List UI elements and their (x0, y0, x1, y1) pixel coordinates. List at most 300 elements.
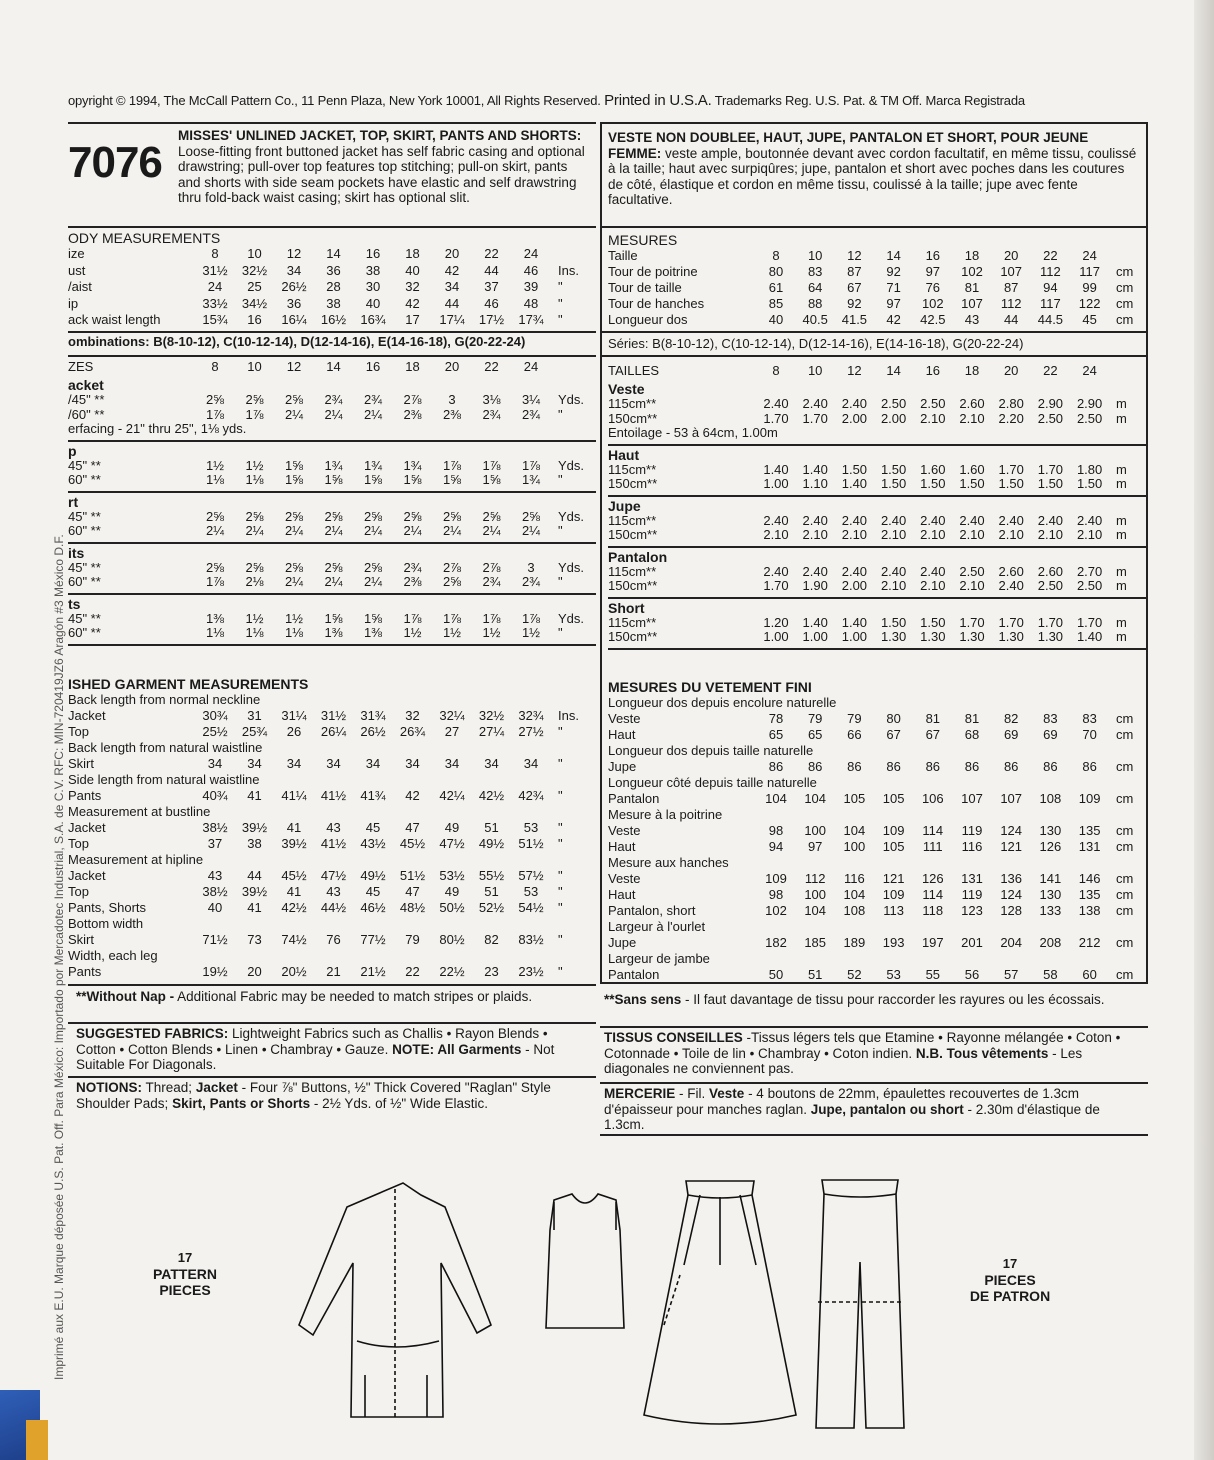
pieces-word: PIECES (159, 1282, 211, 1298)
value-cell: 2.40 (1037, 512, 1064, 528)
value-cell: 2⅝ (205, 508, 225, 524)
unit-label: m (1116, 476, 1127, 491)
value-cell: 34 (326, 756, 341, 771)
value-cell: 2.40 (959, 512, 985, 528)
value-cell: 2.90 (1076, 396, 1103, 411)
value-cell: 2.80 (998, 396, 1024, 411)
value-cell: 16¼ (281, 312, 307, 327)
value-cell: 44 (484, 262, 499, 278)
unit-label: m (1116, 614, 1127, 630)
value-cell: 2.40 (1076, 512, 1103, 528)
value-cell: 1⅞ (442, 457, 462, 473)
value-cell: 102 (921, 296, 944, 311)
value-cell: 26¼ (320, 724, 347, 739)
value-cell: 1.50 (920, 614, 946, 630)
value-cell: 80 (886, 711, 901, 726)
value-cell: 1.70 (959, 614, 985, 630)
value-cell: 69 (1003, 727, 1019, 742)
value-cell: 10 (807, 248, 823, 263)
value-cell: 34½ (241, 295, 268, 311)
divider (68, 542, 596, 544)
value-cell: 2.10 (841, 527, 868, 542)
value-cell: 2⅝ (284, 559, 304, 575)
value-cell: 55½ (478, 868, 505, 883)
fabrics-note: - Not Suitable For Diagonals. (76, 1041, 555, 1072)
english-desc: Loose-fitting front buttoned jacket has self fabric casing and optional drawstring; pull-over top features top stitching; pull-on skirt, pants and shorts with side seam pockets have elastic and self drawstring thru fold-back waist casing; skirt has optional slit. (178, 143, 585, 205)
value-cell: 2¼ (324, 574, 343, 589)
unit-label: cm (1116, 296, 1134, 311)
value-cell: 212 (1078, 935, 1101, 950)
value-cell: 2.50 (1076, 578, 1103, 593)
table-row (68, 296, 594, 313)
jacket-sketch (295, 1175, 495, 1425)
value-cell: 86 (768, 759, 784, 774)
table-row (608, 264, 1144, 280)
value-cell: 83 (807, 264, 823, 279)
value-cell: 1.00 (763, 629, 789, 644)
fabrics-note-label: NOTE: All Garments (392, 1041, 522, 1057)
table-row (608, 727, 1144, 743)
value-cell: 44 (444, 295, 460, 311)
table-row (68, 932, 594, 948)
value-cell: 1.50 (880, 476, 907, 491)
copyright-line (68, 92, 1148, 109)
row-label: 60" ** (68, 574, 101, 589)
table-row (608, 775, 1144, 791)
value-cell: 1½ (245, 457, 264, 473)
value-cell: 114 (922, 823, 944, 838)
row-label: 115cm** (608, 512, 657, 528)
value-cell: 22 (405, 964, 420, 979)
divider (68, 644, 596, 646)
combinations-text: ombinations: B(8-10-12), C(10-12-14), D(12-14-16), E(14-16-18), G(20-22-24) (68, 334, 526, 349)
value-cell: 119 (961, 887, 983, 902)
value-cell: 104 (843, 823, 866, 838)
value-cell: 2¼ (324, 523, 343, 538)
value-cell: 16 (925, 248, 941, 263)
value-cell: 1½ (521, 625, 541, 640)
value-cell: 33½ (202, 295, 228, 311)
value-cell: 41½ (320, 788, 347, 803)
table-row (608, 397, 1144, 412)
value-cell: 2.90 (1037, 396, 1064, 411)
table-row (608, 871, 1144, 887)
value-cell: 83 (1082, 711, 1097, 726)
value-cell: 2.60 (1037, 563, 1064, 579)
row-label: ize (68, 246, 85, 261)
row-label: Largeur à l'ourlet (608, 919, 706, 934)
notions-skirt: - 2½ Yds. of ½" Wide Elastic. (310, 1095, 488, 1111)
value-cell: 193 (882, 935, 905, 950)
table-row (68, 852, 594, 868)
value-cell: 86 (847, 759, 862, 774)
value-cell: 2⅝ (442, 574, 462, 589)
value-cell: 40 (405, 262, 420, 278)
value-cell: 45½ (399, 836, 426, 851)
value-cell: 2.40 (802, 396, 828, 411)
table-row (68, 312, 594, 329)
row-label: Longueur dos (608, 312, 688, 327)
notions-jacket: - 4 boutons de 22mm, épaulettes recouvertes de 1.3cm d'épaisseur pour manches raglan. (604, 1086, 1079, 1117)
value-cell: 49 (444, 884, 460, 899)
table-row (68, 708, 594, 724)
value-cell: 12 (847, 248, 862, 263)
value-cell: 67 (847, 280, 862, 295)
divider (68, 331, 596, 333)
unit-label: " (558, 523, 563, 538)
value-cell: 51 (807, 967, 823, 982)
value-cell: 2⅝ (442, 508, 462, 524)
value-cell: 2⅝ (521, 508, 541, 524)
value-cell: 43 (207, 868, 223, 883)
row-label: Haut (608, 727, 636, 742)
value-cell: 47 (405, 820, 420, 835)
value-cell: 109 (1078, 791, 1101, 806)
table-row (68, 724, 594, 740)
value-cell: 1⅞ (482, 457, 501, 473)
divider (68, 440, 596, 442)
value-cell: 20 (1003, 363, 1019, 378)
value-cell: 104 (765, 791, 787, 806)
value-cell: 2.10 (959, 527, 985, 542)
unit-label: " (558, 900, 563, 915)
without-nap-note (76, 989, 590, 1005)
value-cell: 2¼ (442, 523, 462, 538)
value-cell: 2⅝ (205, 392, 225, 407)
value-cell: 109 (882, 887, 905, 902)
french-title: VESTE NON DOUBLEE, HAUT, JUPE, PANTALON ET SHORT, POUR JEUNE FEMME: (608, 130, 1089, 161)
notions (76, 1080, 590, 1111)
value-cell: 2.10 (959, 410, 985, 426)
value-cell: 42 (405, 788, 420, 803)
unit-label: Yds. (558, 508, 585, 524)
value-cell: 112 (1000, 296, 1022, 311)
value-cell: 40 (768, 312, 784, 327)
value-cell: 2⅛ (245, 574, 264, 589)
garment-heading: rt (68, 493, 79, 510)
unit-label: m (1116, 396, 1127, 411)
value-cell: 201 (961, 935, 983, 950)
row-label: ust (68, 262, 86, 278)
value-cell: 1⅛ (205, 625, 225, 640)
value-cell: 2.40 (841, 396, 868, 411)
value-cell: 20 (247, 964, 262, 979)
value-cell: 116 (844, 871, 865, 886)
table-row (608, 903, 1144, 919)
table-row (608, 514, 1144, 529)
value-cell: 107 (961, 791, 983, 806)
value-cell: 107 (1000, 264, 1023, 279)
value-cell: 1⅝ (324, 610, 343, 626)
value-cell: 16½ (320, 312, 347, 327)
pieces-word: PATTERN (152, 1266, 218, 1282)
value-cell: 2.10 (802, 527, 828, 542)
value-cell: 48 (523, 295, 539, 311)
value-cell: 20½ (281, 964, 307, 979)
value-cell: 2⅜ (403, 574, 422, 589)
metrage-table (608, 382, 1144, 652)
value-cell: 47½ (320, 868, 347, 883)
value-cell: 18 (964, 363, 980, 378)
row-label: Bottom width (68, 916, 144, 931)
value-cell: 1.40 (841, 614, 868, 630)
value-cell: 121 (1000, 839, 1023, 854)
value-cell: 131 (1078, 839, 1101, 854)
value-cell: 94 (768, 839, 784, 854)
row-label: Taille (608, 248, 638, 263)
value-cell: 1½ (403, 625, 422, 640)
table-row (68, 393, 594, 408)
value-cell: 118 (922, 903, 944, 918)
row-label: Jupe (608, 759, 637, 774)
skirt-sketch (640, 1175, 800, 1430)
value-cell: 116 (961, 839, 983, 854)
value-cell: 2.50 (1037, 410, 1064, 426)
value-cell: 1⅜ (205, 610, 225, 626)
row-label: Tour de poitrine (608, 264, 698, 279)
unit-label: cm (1116, 711, 1134, 726)
value-cell: 2¼ (284, 574, 304, 589)
value-cell: 24 (1082, 363, 1097, 378)
unit-label: " (558, 756, 563, 771)
unit-label: m (1116, 578, 1127, 593)
value-cell: 71 (886, 280, 901, 295)
value-cell: 2⅝ (205, 559, 225, 575)
value-cell: 71½ (202, 932, 228, 947)
table-row (608, 759, 1144, 775)
value-cell: 22 (1043, 248, 1058, 263)
value-cell: 42 (886, 312, 901, 327)
value-cell: 2¾ (482, 406, 501, 422)
notions-text: Thread; (142, 1080, 193, 1095)
value-cell: 25¾ (241, 724, 268, 739)
value-cell: 2.40 (802, 563, 828, 579)
value-cell: 2.10 (920, 527, 946, 542)
table-row (68, 868, 594, 884)
value-cell: 1.50 (880, 461, 907, 477)
value-cell: 65 (807, 727, 823, 742)
value-cell: 14 (886, 248, 901, 263)
finished-measurements-table (68, 676, 594, 980)
value-cell: 122 (1078, 296, 1101, 311)
row-label: Pants, Shorts (68, 900, 147, 915)
value-cell: 49½ (478, 836, 505, 851)
value-cell: 47 (405, 884, 420, 899)
value-cell: 2¼ (284, 523, 304, 538)
value-cell: 2⅝ (284, 392, 304, 407)
value-cell: 1.50 (920, 476, 946, 491)
value-cell: 2.40 (763, 512, 789, 528)
value-cell: 20 (444, 246, 460, 261)
divider (68, 593, 596, 595)
value-cell: 104 (843, 887, 866, 902)
value-cell: 32¼ (439, 708, 465, 723)
value-cell: 2.10 (1076, 527, 1103, 542)
value-cell: 68 (964, 727, 980, 742)
value-cell: 1.40 (1076, 629, 1103, 644)
value-cell: 30¾ (202, 708, 228, 723)
value-cell: 43 (326, 884, 341, 899)
value-cell: 113 (883, 903, 904, 918)
table-row (68, 804, 594, 820)
notions-jacket-label: Veste (709, 1086, 745, 1101)
unit-label: cm (1116, 312, 1134, 327)
unit-label: cm (1116, 903, 1134, 918)
value-cell: 14 (326, 359, 341, 374)
table-row (68, 473, 594, 488)
table-row (68, 459, 594, 474)
mesures-table (608, 232, 1144, 328)
table-row (608, 791, 1144, 807)
table-row (68, 916, 594, 932)
value-cell: 3¼ (521, 392, 541, 407)
value-cell: 49 (444, 820, 460, 835)
unit-label: Yds. (558, 559, 585, 575)
value-cell: 2¼ (284, 406, 304, 422)
value-cell: 45½ (281, 868, 307, 883)
unit-label: " (558, 820, 563, 835)
unit-label: " (558, 836, 563, 851)
value-cell: 26¾ (399, 724, 426, 739)
table-row (68, 788, 594, 804)
value-cell: 26 (286, 724, 302, 739)
value-cell: 1.00 (802, 629, 828, 644)
value-cell: 82 (484, 932, 499, 947)
table-row (68, 263, 594, 280)
table-row (608, 528, 1144, 543)
value-cell: 49½ (360, 868, 386, 883)
value-cell: 3⅛ (482, 392, 501, 407)
row-label: 45" ** (68, 508, 101, 524)
table-row (68, 900, 594, 916)
value-cell: 22 (484, 359, 499, 374)
row-label: ZES (68, 359, 94, 374)
value-cell: 104 (804, 903, 827, 918)
value-cell: 189 (843, 935, 866, 950)
value-cell: 26½ (360, 724, 386, 739)
value-cell: 67 (886, 727, 901, 742)
value-cell: 97 (807, 839, 823, 854)
row-label: Largeur de jambe (608, 951, 710, 966)
tailles-row (608, 362, 1144, 380)
value-cell: 51 (484, 884, 499, 899)
row-label: 115cm** (608, 396, 657, 411)
value-cell: 2.40 (880, 563, 907, 579)
value-cell: 10 (247, 246, 262, 261)
value-cell: 2.40 (920, 563, 946, 579)
table-row (608, 312, 1144, 328)
value-cell: 2⅝ (245, 559, 264, 575)
value-cell: 2¾ (521, 406, 541, 422)
value-cell: 1½ (205, 457, 225, 473)
value-cell: 97 (925, 264, 941, 279)
value-cell: 2¾ (482, 574, 501, 589)
value-cell: 3 (527, 559, 535, 575)
value-cell: 2.40 (802, 512, 828, 528)
value-cell: 1.50 (841, 461, 868, 477)
value-cell: 16¾ (360, 312, 386, 327)
fabrics-label: SUGGESTED FABRICS: (76, 1026, 229, 1041)
value-cell: 2.70 (1076, 563, 1103, 579)
value-cell: 42¾ (518, 788, 544, 803)
value-cell: 2.50 (959, 563, 985, 579)
value-cell: 123 (961, 903, 983, 918)
suggested-fabrics (76, 1026, 590, 1073)
value-cell: 34 (286, 756, 302, 771)
value-cell: 138 (1078, 903, 1101, 918)
value-cell: 2¾ (521, 574, 541, 589)
value-cell: 20 (444, 359, 460, 374)
value-cell: 36 (326, 262, 341, 278)
value-cell: 102 (961, 264, 983, 279)
garment-heading: Short (608, 599, 645, 616)
value-cell: 2⅝ (482, 508, 501, 524)
table-row (608, 630, 1144, 645)
background-corner-accent (26, 1420, 48, 1460)
value-cell: 43 (326, 820, 341, 835)
sizes-row (68, 358, 594, 376)
fabrics-note: - Les diagonales ne conviennent pas. (604, 1045, 1083, 1076)
value-cell: 1⅝ (324, 472, 343, 487)
value-cell: 22 (1043, 363, 1058, 378)
notions-jacket: - Four ⅞" Buttons, ½" Thick Covered "Raglan" Style Shoulder Pads; (76, 1080, 551, 1111)
value-cell: 87 (1003, 280, 1019, 295)
notions-skirt-label: Jupe, pantalon ou short (810, 1101, 964, 1117)
value-cell: 39½ (241, 884, 268, 899)
table-row (608, 579, 1144, 594)
value-cell: 133 (1039, 903, 1062, 918)
value-cell: 81 (964, 711, 980, 726)
value-cell: 17¼ (439, 312, 465, 327)
value-cell: 2.40 (841, 512, 868, 528)
value-cell: 105 (882, 839, 905, 854)
mercerie (604, 1086, 1144, 1133)
value-cell: 1.70 (763, 410, 789, 426)
value-cell: 105 (882, 791, 905, 806)
divider (600, 1026, 1148, 1028)
value-cell: 1.00 (841, 629, 868, 644)
value-cell: 10 (807, 363, 823, 378)
nap-text: Additional Fabric may be needed to match stripes or plaids. (174, 989, 533, 1004)
pants-sketch (810, 1172, 910, 1432)
unit-label: " (558, 574, 563, 589)
value-cell: 1.70 (763, 578, 789, 593)
value-cell: 22½ (439, 964, 465, 979)
row-label: ack waist length (68, 312, 161, 327)
value-cell: 1⅝ (284, 457, 304, 473)
row-label: Skirt (68, 756, 94, 771)
value-cell: 2.50 (880, 396, 907, 411)
value-cell: 27 (444, 724, 460, 739)
value-cell: 2⅞ (482, 559, 501, 575)
value-cell: 2⅝ (245, 392, 264, 407)
value-cell: 38 (326, 295, 341, 311)
value-cell: 56 (964, 967, 980, 982)
notions-skirt-label: Skirt, Pants or Shorts (172, 1095, 311, 1111)
unit-label: " (558, 964, 563, 979)
value-cell: 37 (484, 279, 499, 294)
table-row (608, 711, 1144, 727)
value-cell: 37 (207, 836, 223, 851)
divider (600, 355, 1148, 357)
value-cell: 53½ (439, 868, 465, 883)
value-cell: 92 (886, 264, 901, 279)
unit-label: " (558, 868, 563, 883)
value-cell: 1.40 (802, 614, 828, 630)
table-row (68, 772, 594, 788)
table-row (608, 743, 1144, 759)
divider (600, 331, 1148, 333)
